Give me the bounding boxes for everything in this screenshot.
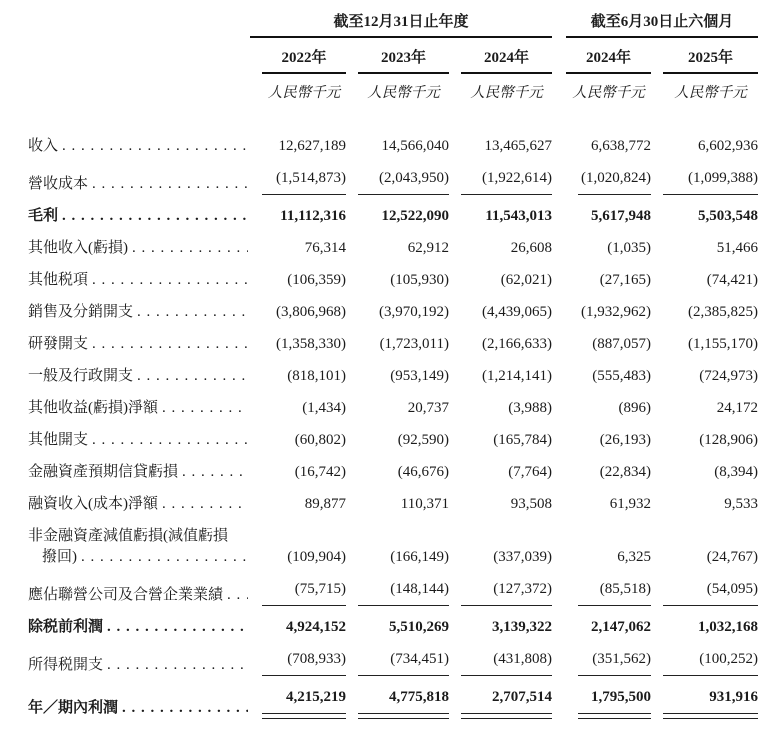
value-text: (3,988): [508, 400, 553, 416]
value-text: (337,039): [493, 549, 553, 565]
cell-value: [346, 201, 449, 233]
total-double-rule: [262, 713, 346, 719]
subtotal-rule: [578, 194, 651, 195]
table-row: [28, 644, 758, 682]
row-label-text: 一般及行政開支: [28, 368, 134, 384]
value-text: (2,385,825): [688, 304, 759, 320]
dot-leader: [227, 585, 248, 606]
subtotal-rule: [663, 194, 758, 195]
row-label-text: 收入: [28, 138, 59, 154]
value-text: (2,166,633): [482, 336, 553, 352]
column-gap: [552, 574, 566, 612]
value-text: (818,101): [287, 368, 346, 384]
cell-value: [250, 574, 346, 612]
value-text: 931,916: [709, 689, 759, 705]
value-text: (24,767): [706, 549, 759, 565]
value-text: (75,715): [294, 581, 346, 597]
header-units-row: [28, 74, 758, 102]
table-row: [28, 425, 758, 457]
value-text: (724,973): [699, 368, 759, 384]
cell-value: [346, 612, 449, 644]
row-label: [28, 393, 250, 425]
column-gap: [552, 163, 566, 201]
cell-value: [566, 489, 651, 521]
unit-label: 人民幣千元: [572, 85, 645, 101]
row-label: [28, 163, 250, 201]
value-text: (431,808): [493, 651, 553, 667]
cell-value: [346, 102, 449, 163]
value-text: (166,149): [390, 549, 449, 565]
value-text: (105,930): [390, 272, 449, 288]
value-text: 2,707,514: [492, 689, 553, 705]
dot-leader: [92, 334, 248, 355]
cell-value: [346, 329, 449, 361]
header-gap: [552, 74, 566, 102]
cell-value: [449, 574, 552, 612]
dot-leader: [132, 238, 248, 259]
dot-leader: [162, 398, 248, 419]
column-gap: [552, 102, 566, 163]
cell-value: [651, 521, 758, 574]
column-gap: [552, 521, 566, 574]
cell-value: [566, 682, 651, 725]
total-double-rule: [578, 713, 651, 719]
value-text: 20,737: [407, 400, 449, 416]
header-spacer: [28, 74, 250, 102]
subtotal-rule: [358, 675, 449, 676]
unit-label: 人民幣千元: [674, 85, 747, 101]
value-text: (1,020,824): [581, 170, 652, 186]
row-label-text: 其他收入(虧損): [28, 240, 128, 256]
cell-value: [449, 233, 552, 265]
header-year-2023: 2023年: [346, 37, 449, 74]
dot-leader: [92, 270, 248, 291]
value-text: 1,032,168: [698, 619, 759, 635]
cell-value: [346, 574, 449, 612]
cell-value: [250, 265, 346, 297]
subtotal-rule: [461, 194, 552, 195]
cell-value: [250, 102, 346, 163]
row-label-text: 銷售及分銷開支: [28, 304, 134, 320]
column-gap: [552, 644, 566, 682]
value-text: (165,784): [493, 432, 553, 448]
cell-value: [651, 682, 758, 725]
header-gap: [552, 10, 566, 37]
cell-value: [346, 163, 449, 201]
value-text: 6,638,772: [591, 138, 652, 154]
value-text: 1,795,500: [591, 689, 652, 705]
cell-value: [566, 201, 651, 233]
value-text: 6,602,936: [698, 138, 759, 154]
cell-value: [449, 489, 552, 521]
value-text: (26,193): [599, 432, 652, 448]
cell-value: [566, 163, 651, 201]
value-text: 5,617,948: [591, 208, 652, 224]
value-text: (85,518): [599, 581, 652, 597]
row-label-text: 毛利: [28, 208, 59, 224]
cell-value: [651, 489, 758, 521]
value-text: 24,172: [716, 400, 759, 416]
value-text: (27,165): [599, 272, 652, 288]
cell-value: [346, 489, 449, 521]
row-label: [28, 521, 250, 574]
cell-value: [250, 361, 346, 393]
value-text: 93,508: [510, 496, 553, 512]
subtotal-rule: [578, 605, 651, 606]
cell-value: [651, 201, 758, 233]
column-gap: [552, 201, 566, 233]
cell-value: [651, 297, 758, 329]
value-text: 5,510,269: [389, 619, 449, 635]
value-text: (887,057): [592, 336, 652, 352]
cell-value: [346, 644, 449, 682]
cell-value: [449, 361, 552, 393]
cell-value: [566, 393, 651, 425]
value-text: (555,483): [592, 368, 652, 384]
cell-value: [566, 457, 651, 489]
table-row: [28, 233, 758, 265]
value-text: (1,099,388): [688, 170, 759, 186]
table-row: [28, 393, 758, 425]
subtotal-rule: [358, 605, 449, 606]
row-label-text: 所得税開支: [28, 657, 104, 673]
subtotal-rule: [461, 605, 552, 606]
cell-value: [449, 102, 552, 163]
value-text: 4,775,818: [389, 689, 449, 705]
cell-value: [651, 644, 758, 682]
value-text: 9,533: [724, 496, 759, 512]
value-text: (54,095): [706, 581, 759, 597]
dot-leader: [107, 617, 248, 638]
row-label: [28, 361, 250, 393]
value-text: (1,723,011): [379, 336, 449, 352]
table-row: [28, 489, 758, 521]
header-period-row: [28, 10, 758, 37]
subtotal-rule: [663, 605, 758, 606]
cell-value: [250, 393, 346, 425]
row-label-text: 融資收入(成本)淨額: [28, 496, 158, 512]
value-text: (92,590): [397, 432, 449, 448]
value-text: 6,325: [617, 549, 652, 565]
cell-value: [346, 521, 449, 574]
income-statement-table: [28, 10, 758, 725]
table-row: [28, 361, 758, 393]
column-gap: [552, 682, 566, 725]
value-text: (46,676): [397, 464, 449, 480]
value-text: (2,043,950): [379, 170, 449, 186]
table-row: [28, 297, 758, 329]
row-label-text: 其他税項: [28, 272, 89, 288]
cell-value: [651, 329, 758, 361]
table-row: [28, 682, 758, 725]
dot-leader: [182, 462, 248, 483]
cell-value: [449, 644, 552, 682]
cell-value: [250, 233, 346, 265]
cell-value: [566, 102, 651, 163]
row-label-text: 其他開支: [28, 432, 89, 448]
cell-value: [651, 265, 758, 297]
row-label: [28, 457, 250, 489]
value-text: (74,421): [706, 272, 759, 288]
cell-value: [250, 612, 346, 644]
value-text: 12,522,090: [381, 208, 449, 224]
cell-value: [346, 393, 449, 425]
row-label-text: 應佔聯營公司及合營企業業績: [28, 587, 224, 603]
value-text: (100,252): [699, 651, 759, 667]
row-label: [28, 233, 250, 265]
cell-value: [449, 521, 552, 574]
column-gap: [552, 425, 566, 457]
dot-leader: [122, 698, 248, 719]
cell-value: [566, 612, 651, 644]
value-text: 11,112,316: [280, 208, 346, 224]
unit-label: 人民幣千元: [367, 85, 440, 101]
value-text: (1,514,873): [276, 170, 346, 186]
row-label: [28, 329, 250, 361]
dot-leader: [92, 430, 248, 451]
value-text: (896): [618, 400, 652, 416]
value-text: (127,372): [493, 581, 553, 597]
cell-value: [346, 233, 449, 265]
cell-value: [651, 361, 758, 393]
row-label: [28, 425, 250, 457]
value-text: (708,933): [287, 651, 346, 667]
cell-value: [651, 163, 758, 201]
column-gap: [552, 393, 566, 425]
cell-value: [651, 102, 758, 163]
column-gap: [552, 233, 566, 265]
subtotal-rule: [358, 194, 449, 195]
subtotal-rule: [461, 675, 552, 676]
header-year-2024-interim: 2024年: [566, 37, 651, 74]
cell-value: [346, 457, 449, 489]
cell-value: [250, 489, 346, 521]
cell-value: [250, 457, 346, 489]
value-text: (351,562): [592, 651, 652, 667]
cell-value: [449, 457, 552, 489]
header-spacer: [28, 10, 250, 37]
value-text: (953,149): [390, 368, 449, 384]
value-text: 61,932: [609, 496, 652, 512]
row-label-text: 非金融資產減值虧損(減值虧損: [28, 528, 228, 544]
header-year-2025-interim: 2025年: [651, 37, 758, 74]
cell-value: [566, 265, 651, 297]
dot-leader: [81, 547, 248, 568]
header-year-2024: 2024年: [449, 37, 552, 74]
value-text: (1,932,962): [581, 304, 652, 320]
cell-value: [250, 163, 346, 201]
value-text: (60,802): [294, 432, 346, 448]
cell-value: [346, 682, 449, 725]
cell-value: [651, 393, 758, 425]
table-row: [28, 102, 758, 163]
table-row: [28, 163, 758, 201]
value-text: (16,742): [294, 464, 346, 480]
value-text: (1,434): [302, 400, 346, 416]
cell-value: [566, 644, 651, 682]
value-text: 11,543,013: [485, 208, 553, 224]
dot-leader: [137, 366, 248, 387]
value-text: (8,394): [714, 464, 759, 480]
cell-value: [651, 457, 758, 489]
cell-value: [566, 574, 651, 612]
dot-leader: [137, 302, 248, 323]
cell-value: [566, 297, 651, 329]
column-gap: [552, 489, 566, 521]
cell-value: [346, 265, 449, 297]
dot-leader: [92, 174, 248, 195]
subtotal-rule: [262, 605, 346, 606]
value-text: (3,970,192): [379, 304, 449, 320]
value-text: (3,806,968): [276, 304, 346, 320]
column-gap: [552, 457, 566, 489]
row-label-text: 營收成本: [28, 176, 89, 192]
cell-value: [346, 297, 449, 329]
value-text: (734,451): [390, 651, 449, 667]
column-gap: [552, 361, 566, 393]
cell-value: [250, 297, 346, 329]
value-text: 51,466: [716, 240, 759, 256]
cell-value: [651, 425, 758, 457]
cell-value: [449, 297, 552, 329]
value-text: 110,371: [400, 496, 449, 512]
row-label: [28, 644, 250, 682]
cell-value: [449, 682, 552, 725]
row-label: [28, 612, 250, 644]
value-text: 13,465,627: [484, 138, 553, 154]
total-double-rule: [663, 713, 758, 719]
cell-value: [250, 329, 346, 361]
value-text: 4,924,152: [286, 619, 346, 635]
subtotal-rule: [262, 675, 346, 676]
value-text: (4,439,065): [482, 304, 553, 320]
subtotal-rule: [663, 675, 758, 676]
subtotal-rule: [578, 675, 651, 676]
value-text: 89,877: [304, 496, 346, 512]
row-label: [28, 201, 250, 233]
header-annual-period: 截至12月31日止年度: [250, 10, 552, 37]
cell-value: [250, 521, 346, 574]
cell-value: [346, 361, 449, 393]
value-text: (1,155,170): [688, 336, 759, 352]
cell-value: [250, 682, 346, 725]
row-label: [28, 265, 250, 297]
row-label: [28, 682, 250, 725]
row-label: [28, 574, 250, 612]
value-text: 5,503,548: [698, 208, 759, 224]
value-text: (109,904): [287, 549, 346, 565]
value-text: 4,215,219: [286, 689, 346, 705]
dot-leader: [107, 655, 248, 676]
cell-value: [250, 644, 346, 682]
cell-value: [449, 163, 552, 201]
cell-value: [449, 329, 552, 361]
row-label-text: 金融資產預期信貸虧損: [28, 464, 179, 480]
column-gap: [552, 265, 566, 297]
cell-value: [651, 574, 758, 612]
dot-leader: [62, 136, 248, 157]
value-text: (128,906): [699, 432, 759, 448]
row-label: [28, 489, 250, 521]
value-text: (7,764): [508, 464, 553, 480]
table-row: [28, 521, 758, 574]
value-text: 62,912: [407, 240, 449, 256]
cell-value: [566, 425, 651, 457]
cell-value: [449, 265, 552, 297]
column-gap: [552, 297, 566, 329]
total-double-rule: [358, 713, 449, 719]
value-text: (106,359): [287, 272, 346, 288]
table-row: [28, 265, 758, 297]
value-text: (1,358,330): [276, 336, 346, 352]
value-text: 76,314: [304, 240, 346, 256]
row-label-text: 研發開支: [28, 336, 89, 352]
dot-leader: [62, 206, 248, 227]
value-text: (1,214,141): [482, 368, 553, 384]
value-text: 3,139,322: [492, 619, 553, 635]
column-gap: [552, 329, 566, 361]
cell-value: [651, 612, 758, 644]
cell-value: [250, 201, 346, 233]
header-spacer: [28, 37, 250, 74]
cell-value: [566, 521, 651, 574]
row-label-text: 其他收益(虧損)淨額: [28, 400, 158, 416]
cell-value: [566, 329, 651, 361]
value-text: (62,021): [500, 272, 553, 288]
value-text: (22,834): [599, 464, 652, 480]
cell-value: [449, 201, 552, 233]
table-row: [28, 329, 758, 361]
row-label: [28, 102, 250, 163]
unit-label: 人民幣千元: [267, 85, 341, 101]
value-text: (1,035): [607, 240, 652, 256]
value-text: 12,627,189: [278, 138, 346, 154]
table-row: [28, 574, 758, 612]
row-label: [28, 297, 250, 329]
value-text: (1,922,614): [482, 170, 553, 186]
cell-value: [449, 393, 552, 425]
cell-value: [566, 233, 651, 265]
header-interim-period: 截至6月30日止六個月: [566, 10, 758, 37]
value-text: 2,147,062: [591, 619, 652, 635]
table-row: [28, 612, 758, 644]
dot-leader: [162, 494, 248, 515]
column-gap: [552, 612, 566, 644]
cell-value: [449, 425, 552, 457]
row-label-text: 除税前利潤: [28, 619, 104, 635]
subtotal-rule: [262, 194, 346, 195]
cell-value: [651, 233, 758, 265]
row-label-text-wrap: 撥回): [42, 549, 77, 565]
table-row: [28, 201, 758, 233]
header-years-row: [28, 37, 758, 74]
table-row: [28, 457, 758, 489]
value-text: 14,566,040: [381, 138, 449, 154]
total-double-rule: [461, 713, 552, 719]
cell-value: [250, 425, 346, 457]
unit-label: 人民幣千元: [470, 85, 543, 101]
cell-value: [346, 425, 449, 457]
value-text: (148,144): [390, 581, 449, 597]
value-text: 26,608: [510, 240, 553, 256]
header-year-2022: 2022年: [250, 37, 346, 74]
cell-value: [449, 612, 552, 644]
row-label-text: 年／期內利潤: [28, 700, 119, 716]
cell-value: [566, 361, 651, 393]
header-gap: [552, 37, 566, 74]
